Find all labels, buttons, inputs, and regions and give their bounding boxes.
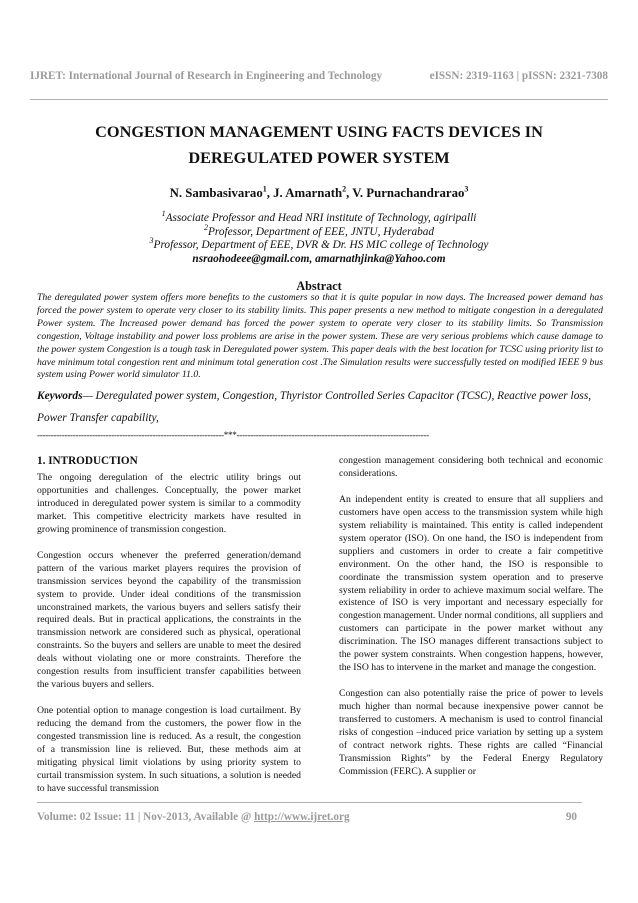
page-number: 90 xyxy=(565,811,577,823)
section-separator: --------------------------------------------------------------------***---------------------------------------------------------------------- xyxy=(37,430,429,440)
paragraph: An independent entity is created to ensure that all suppliers and customers have open access to the transmission system while high system reliability is maintained. This entity is called independent system operator (ISO). On one hand, the ISO is independent from suppliers and customers in order to create a fair competitive environment. On the other hand, the ISO is responsible to coordinate the transmission system operation and to preserve system reliability in order to achieve maximum social welfare. The existence of ISO is very important and necessary especially for congestion management. Under normal conditions, all suppliers and customers can participate in the power market without any discrimination. The ISO manages different transactions subject to the power system constraints. When congestion happens, however, the ISO has to intervene in the market and manage the congestion. xyxy=(339,493,603,674)
title-line-1: CONGESTION MANAGEMENT USING FACTS DEVICES IN xyxy=(95,122,543,141)
footer-rule xyxy=(37,802,582,803)
author-mark: 2 xyxy=(342,184,347,194)
right-column xyxy=(339,455,603,792)
footer-volume: Volume: 02 Issue: 11 | Nov-2013, Available @ xyxy=(37,811,255,823)
abstract-text: The deregulated power system offers more benefits to the customers so that it is quite popular in now days. The Increased power demand has forced the power system to operate very closer to its stability limits. This paper presents a new method to mitigate congestion in a deregulated Power system. The Increased power demand has forced the power system to operate very closer to its stability limits. So Transmission congestion, Voltage instability and power loss problems are arise in the power system. These are very serious problems which cause damage to the power system Congestion is a tough task in Deregulated power system. This paper deals with the best location for TCSC using priority list to have minimum total congestion rent and minimum total generation cost .The Simulation results were successfully tested on modified IEEE 9 bus system using Power world simulator 11.0. xyxy=(37,292,603,381)
journal-issn: eISSN: 2319-1163 | pISSN: 2321-7308 xyxy=(429,70,608,82)
author-name: J. Amarnath xyxy=(273,186,343,200)
affiliation: $^1$Associate Professor and Head NRI institute of Technology, agiripalli xyxy=(161,209,477,224)
paragraph: Congestion occurs whenever the preferred generation/demand pattern of the various market players requires the provision of transmission services beyond the capability of the transmission system to provide. Under ideal conditions of the transmission unconstrained markets, the various buyers and sellers satisfy their required deals. But in practical applications, the constraints in the transmission network are considered such as physical, operational constraints. So the buyers and sellers are unable to meet the desired deals without violating one or more constraints. Therefore the congestion results from insufficient transfer capabilities between the various buyers and sellers. xyxy=(37,549,301,691)
author-mark: 3 xyxy=(464,184,469,194)
header-rule xyxy=(30,99,608,100)
paragraph: congestion management considering both technical and economic considerations. xyxy=(339,455,603,479)
keywords-text: — Deregulated power system, Congestion, Thyristor Controlled Series Capacitor (TCSC), Reactive power loss, Power Transfer capability, xyxy=(37,390,592,424)
journal-link[interactable]: http://www.ijret.org xyxy=(254,811,350,823)
author-list: N. Sambasivarao$^1$, J. Amarnath$^2$, V. Purnachandrarao$^3$ xyxy=(169,184,469,200)
paragraph: The ongoing deregulation of the electric utility brings out opportunities and challenges. Conceptually, the power market introduced in deregulated power system is similar to a commodity market. This competitive electricity markets have resulted in growing prominence of transmission congestion. xyxy=(37,472,301,535)
author-name: V. Purnachandrarao xyxy=(352,186,465,200)
author-name: N. Sambasivarao xyxy=(169,186,263,200)
keywords-label: Keywords xyxy=(37,390,83,402)
paragraph: One potential option to manage congestion is load curtailment. By reducing the demand from the customers, the power flow in the congested transmission line is reduced. As a result, the congestion of a transmission line is relieved. But, these methods aim at mitigating physical limit violations by using priority system to curtail transmission system. In such situations, a solution is needed to have successful transmission xyxy=(37,705,301,794)
affiliation: $^2$Professor, Department of EEE, JNTU, Hyderabad xyxy=(203,222,435,238)
journal-name: IJRET: International Journal of Research in Engineering and Technology xyxy=(30,70,383,82)
running-footer xyxy=(37,811,577,823)
paper-title xyxy=(30,119,608,171)
title-line-2: DEREGULATED POWER SYSTEM xyxy=(188,148,450,167)
left-column xyxy=(37,455,301,809)
running-header xyxy=(30,70,608,82)
affiliation: $^3$Professor, Department of EEE, DVR & Dr. HS MIC college of Technology xyxy=(149,236,489,251)
affiliations xyxy=(30,209,608,266)
keywords xyxy=(37,385,603,429)
abstract-heading: Abstract xyxy=(296,279,342,293)
author-emails: nsraohodeee@gmail.com, amarnathjinka@Yahoo.com xyxy=(192,252,446,265)
section-heading: 1. INTRODUCTION xyxy=(37,455,138,467)
author-mark: 1 xyxy=(262,184,267,194)
paragraph: Congestion can also potentially raise the price of power to levels much higher than normal because inexpensive power cannot be transferred to customers. A mechanism is used to control financial risks of congestion –induced price variation by setting up a system of contract network rights. These rights are called “Financial Transmission Rights” by the Federal Energy Regulatory Commission (FERC). A supplier or xyxy=(339,688,603,777)
